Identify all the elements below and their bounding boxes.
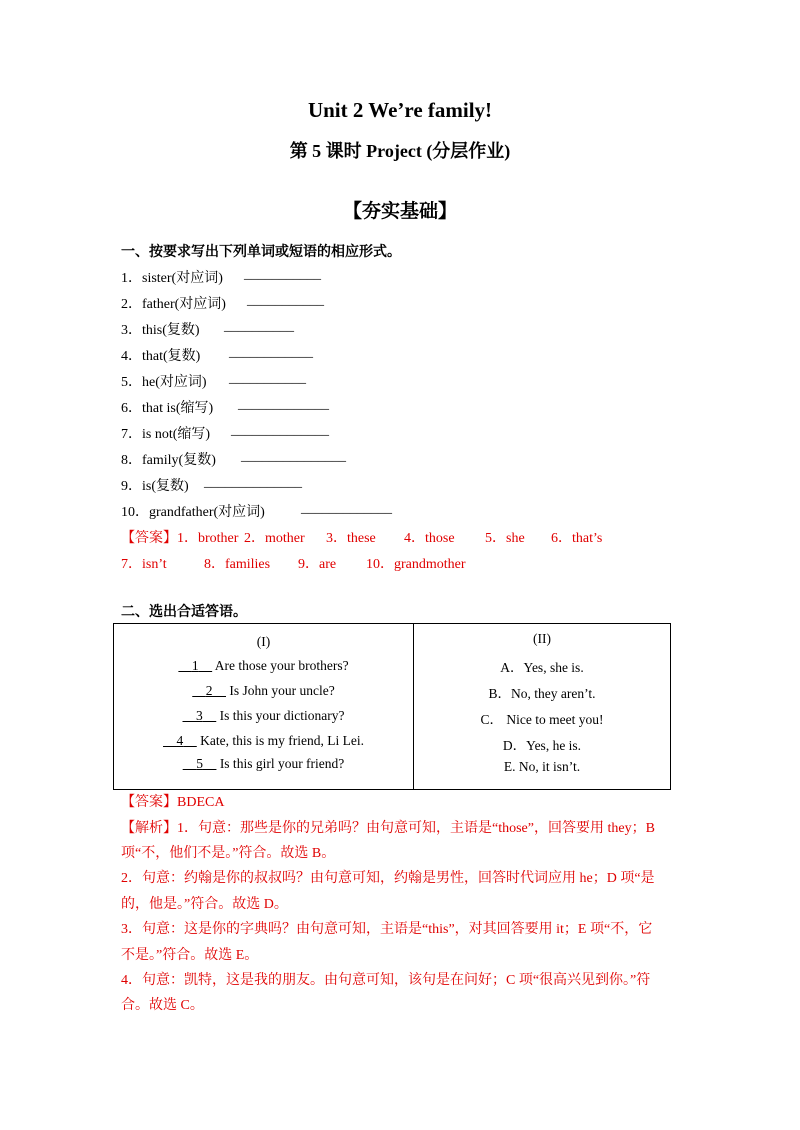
answer-slot	[163, 733, 197, 748]
question-item	[121, 293, 324, 313]
answer-slot	[183, 756, 217, 771]
answer-item: 8．families	[204, 557, 271, 572]
question-item	[121, 449, 346, 469]
answer-item: 6．that’s	[551, 531, 603, 546]
question-item	[121, 267, 321, 287]
answer-blank: ___________	[247, 293, 324, 308]
question-text: Is John your uncle?	[226, 683, 335, 698]
answer-item: 7．isn’t	[121, 557, 167, 572]
answer-item: 10．grandmother	[366, 557, 466, 572]
question-text: 7．is not(缩写)	[121, 427, 211, 442]
question-item	[121, 475, 302, 495]
answer-item: 4．those	[404, 531, 455, 546]
matching-table	[113, 623, 671, 790]
analysis-line: 项“不，他们不是。”符合。故选 B。	[121, 846, 336, 861]
answer-num: 3	[196, 708, 203, 723]
table-row	[114, 733, 413, 749]
analysis-line: 的，他是。”符合。故选 D。	[121, 897, 288, 912]
answer-line-1	[121, 527, 602, 547]
question-item	[121, 345, 313, 365]
question-item	[121, 501, 392, 521]
unit-title: Unit 2 We’re family!	[307, 98, 493, 122]
answer-num: 4	[176, 733, 184, 748]
analysis-line: 4．句意：凯特，这是我的朋友。由句意可知，该句是在问好；C 项“很高兴见到你。”符	[121, 973, 651, 988]
table-row	[114, 708, 413, 724]
question-item	[121, 423, 329, 443]
analysis-line: 合。故选 C。	[121, 998, 204, 1013]
answer-item: 9．are	[298, 557, 337, 572]
question-item	[121, 397, 329, 417]
answer-blank: ______________	[231, 423, 329, 438]
question-text: Are those your brothers?	[212, 658, 349, 673]
column-header: (I)	[256, 634, 271, 649]
answer-slot	[192, 683, 226, 698]
question-item	[121, 371, 306, 391]
questions-column	[114, 624, 413, 789]
question-text: Kate, this is my friend, Li Lei.	[196, 733, 364, 748]
option-item: E. No, it isn’t.	[503, 759, 581, 774]
question-text: 2．father(对应词)	[121, 297, 226, 312]
answer-blank: ____________	[229, 345, 313, 360]
question-text: 9．is(复数)	[121, 479, 189, 494]
answer-num: 1	[191, 658, 199, 673]
option-item: C． Nice to meet you!	[480, 712, 604, 727]
answer-blank: _______________	[241, 449, 346, 464]
options-column	[414, 624, 670, 789]
answer-blank: ___________	[229, 371, 306, 386]
answer-blank: ___________	[244, 267, 321, 282]
question-text: 1．sister(对应词)	[121, 271, 223, 286]
answer-label: 【答案】	[121, 531, 177, 546]
answer-line-2	[121, 553, 466, 573]
question-text: 6．that is(缩写)	[121, 401, 214, 416]
answer-blank: __________	[224, 319, 294, 334]
lesson-subtitle: 第 5 课时 Project (分层作业)	[289, 141, 511, 161]
answer-slot	[183, 708, 217, 723]
answer-item: 2．mother	[244, 531, 305, 546]
option-item: A．Yes, she is.	[500, 660, 584, 675]
question-text: 8．family(复数)	[121, 453, 216, 468]
answer-blank: _____________	[301, 501, 392, 516]
table-row	[114, 756, 413, 772]
option-item: D．Yes, he is.	[502, 738, 582, 753]
analysis-line: 不是。”符合。故选 E。	[121, 948, 259, 963]
analysis-line: 【解析】1．句意：那些是你的兄弟吗？由句意可知，主语是“those”，回答要用 they；B	[121, 821, 655, 836]
part2-heading: 二、选出合适答语。	[121, 605, 247, 620]
question-text: Is this your dictionary?	[216, 708, 345, 723]
option-item: B．No, they aren’t.	[488, 686, 596, 701]
part1-heading: 一、按要求写出下列单词或短语的相应形式。	[121, 245, 401, 260]
answer-item: 3．these	[326, 531, 376, 546]
answer-num: 5	[196, 756, 203, 771]
question-text: 4．that(复数)	[121, 349, 201, 364]
answer-blank: ______________	[204, 475, 302, 490]
answer-item: 1．brother	[177, 531, 239, 546]
column-header: (II)	[533, 631, 551, 646]
question-text: 10．grandfather(对应词)	[121, 505, 265, 520]
part2-answer: 【答案】BDECA	[121, 795, 225, 810]
answer-blank: _____________	[238, 397, 329, 412]
analysis-line: 2．句意：约翰是你的叔叔吗？由句意可知，约翰是男性，回答时代词应用 he；D 项“是	[121, 871, 655, 886]
question-text: 5．he(对应词)	[121, 375, 207, 390]
answer-item: 5．she	[485, 531, 525, 546]
answer-slot	[178, 658, 212, 673]
section-heading: 【夯实基础】	[342, 201, 457, 222]
table-row	[114, 683, 413, 699]
table-row	[114, 658, 413, 674]
question-text: 3．this(复数)	[121, 323, 200, 338]
answer-num: 2	[205, 683, 213, 698]
question-text: Is this girl your friend?	[216, 756, 345, 771]
analysis-line: 3．句意：这是你的字典吗？由句意可知，主语是“this”，对其回答要用 it；E 项“不，它	[121, 922, 653, 937]
question-item	[121, 319, 294, 339]
